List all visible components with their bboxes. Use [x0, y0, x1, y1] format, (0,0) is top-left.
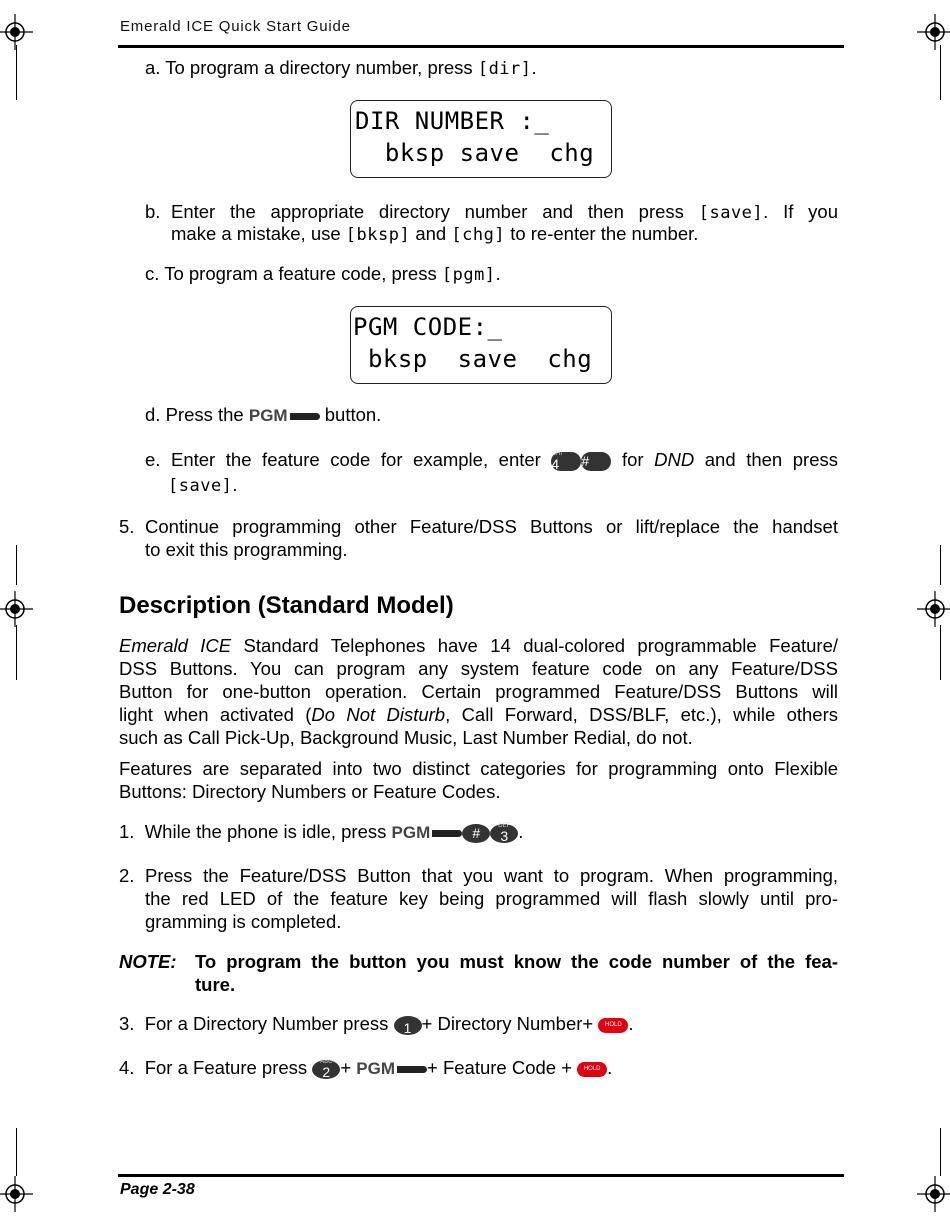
header-rule [118, 45, 844, 48]
lcd-line-1: DIR NUMBER :_ [355, 107, 550, 135]
pgm-button-label: PGM [356, 1059, 395, 1078]
paragraph-1-line5: such as Call Pick-Up, Background Music, Last Number Redial, do not. [119, 727, 693, 748]
list-item-2-label: 2. [119, 865, 135, 886]
lcd-line-1: PGM CODE:_ [353, 313, 503, 341]
page-header-title: Emerald ICE Quick Start Guide [120, 18, 351, 35]
registration-mark-icon [917, 14, 950, 50]
pgm-button-label: PGM [391, 823, 431, 842]
crop-line [940, 545, 941, 585]
softkey-save: [save] [698, 203, 764, 223]
list-item-1: 1. While the phone is idle, press PGM # DEF 3 . [119, 821, 524, 844]
paragraph-1-line1: Emerald ICE Standard Telephones have 14 dual-colored programmable Feature/ [119, 635, 838, 656]
crop-line [940, 1128, 941, 1176]
pgm-button-label: PGM [248, 406, 288, 425]
lcd-line-2: bksp save chg [353, 345, 593, 373]
step-e-line2: [save]. [168, 474, 238, 496]
pgm-button-icon [432, 830, 462, 837]
hold-key-icon: HOLD [577, 1062, 607, 1077]
crop-line [16, 545, 17, 585]
list-item-3: 3. For a Directory Number press 1 + Directory Number+ HOLD . [119, 1013, 634, 1036]
dial-key-hash-icon: # [462, 824, 490, 843]
step-5-label: 5. [119, 516, 135, 537]
note-line1: To program the button you must know the code number of the fea- [195, 951, 838, 972]
softkey-bksp: [bksp] [345, 225, 411, 245]
dial-key-4-icon: GHI 4 [551, 452, 581, 471]
dial-key-3-icon: DEF 3 [490, 824, 518, 843]
softkey-pgm: [pgm] [441, 265, 496, 285]
softkey-dir: [dir] [477, 59, 532, 79]
dial-key-hash-icon: # [581, 452, 611, 471]
footer-rule [118, 1174, 844, 1177]
lcd-display-dir-number [350, 100, 612, 178]
page-number: Page 2-38 [120, 1181, 195, 1198]
dial-key-1-icon: 1 [394, 1016, 422, 1035]
note-label: NOTE: [119, 951, 177, 972]
paragraph-1-line4: light when activated (Do Not Disturb, Call Forward, DSS/BLF, etc.), while others [119, 704, 838, 725]
registration-mark-icon [917, 591, 950, 627]
step-b-line2: make a mistake, use [bksp] and [chg] to re-enter the number. [171, 223, 699, 245]
list-item-4: 4. For a Feature press ABC 2 + PGM + Feature Code + HOLD . [119, 1057, 613, 1080]
step-5-line1: Continue programming other Feature/DSS Buttons or lift/replace the handset [145, 516, 838, 537]
pgm-button-icon [290, 413, 320, 420]
crop-line [16, 45, 17, 100]
step-b-line1: Enter the appropriate directory number and then press [save]. If you [171, 201, 839, 223]
step-c: c. To program a feature code, press [pgm]. [145, 263, 501, 285]
crop-line [16, 1128, 17, 1176]
list-item-2-line3: gramming is completed. [145, 911, 342, 932]
crop-line [940, 45, 941, 100]
crop-line [16, 625, 17, 680]
registration-mark-icon [917, 1176, 950, 1212]
dial-key-2-icon: ABC 2 [312, 1060, 340, 1079]
lcd-line-2: bksp save chg [355, 139, 595, 167]
step-e-label: e. [145, 449, 161, 470]
pgm-button-icon [397, 1066, 427, 1073]
step-e-line1: Enter the feature code for example, enter GHI 4 # for DND and then press [171, 449, 838, 472]
section-heading: Description (Standard Model) [119, 592, 454, 619]
step-5-line2: to exit this programming. [145, 539, 348, 560]
softkey-save: [save] [168, 476, 233, 496]
hold-key-icon: HOLD [598, 1018, 628, 1033]
step-d: d. Press the PGM button. [145, 404, 382, 425]
note-line2: ture. [195, 974, 236, 995]
registration-mark-icon [0, 591, 33, 627]
list-item-2-line1: Press the Feature/DSS Button that you want to program. When programming, [145, 865, 838, 886]
lcd-display-pgm-code [350, 306, 612, 384]
paragraph-2-line1: Features are separated into two distinct categories for programming onto Flexible [119, 758, 838, 779]
crop-line [940, 625, 941, 680]
paragraph-1-line2: DSS Buttons. You can program any system feature code on any Feature/DSS [119, 658, 838, 679]
list-item-2-line2: the red LED of the feature key being programmed will flash slowly until pro- [145, 888, 838, 909]
step-a: a. To program a directory number, press [dir]. [145, 57, 537, 79]
paragraph-2-line2: Buttons: Directory Numbers or Feature Codes. [119, 781, 501, 802]
registration-mark-icon [0, 1176, 33, 1212]
softkey-chg: [chg] [451, 225, 506, 245]
paragraph-1-line3: Button for one-button operation. Certain programmed Feature/DSS Buttons will [119, 681, 838, 702]
step-b-label: b. [145, 201, 161, 222]
